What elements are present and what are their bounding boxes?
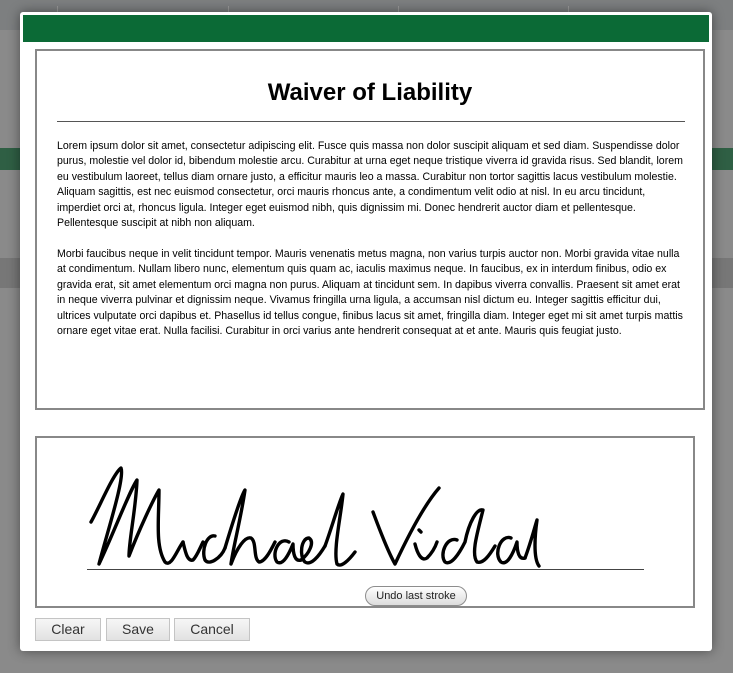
- signature-strokes: [37, 438, 693, 606]
- title-divider: [57, 121, 685, 122]
- clear-button[interactable]: Clear: [35, 618, 101, 641]
- background-nav-bar: [709, 148, 733, 170]
- dialog-header-bar: [23, 15, 709, 42]
- waiver-dialog: [20, 12, 712, 651]
- signature-pad[interactable]: [35, 436, 695, 608]
- background-nav-bar: [0, 148, 20, 170]
- save-button[interactable]: Save: [106, 618, 170, 641]
- signature-baseline: [87, 569, 644, 570]
- cancel-button[interactable]: Cancel: [174, 618, 250, 641]
- document-paragraph: Lorem ipsum dolor sit amet, consectetur adipiscing elit. Fusce quis massa non dolor suscipit aliquam et sed diam. Suspendisse dolor purus, molestie vel dolor id, bibendum molestie arcu. Curabitur at urna eget neque tristique viverra id gravida risus. Sed blandit, lorem eu vestibulum laoreet, tellus diam ornare justo, a efficitur mauris leo a massa. Curabitur non tortor sagittis lacus vestibulum molestie. Aliquam sagittis, est nec euismod consectetur, orci mauris rhoncus ante, a condimentum velit odio at nisl. In eu arcu tincidunt, imperdiet orci at, rhoncus ligula. Integer eget euismod nibh, quis dignissim mi. Donec hendrerit auctor diam et pellentesque. Pellentesque suscipit at nibh non aliquam.: [57, 140, 683, 230]
- undo-last-stroke-button[interactable]: Undo last stroke: [365, 586, 467, 606]
- document-paragraph: Morbi faucibus neque in velit tincidunt tempor. Mauris venenatis metus magna, non varius turpis auctor non. Morbi gravida vitae nulla at condimentum. Nullam libero nunc, elementum quis quam ac, iaculis maximus neque. In faucibus, ex in interdum finibus, odio ex gravida erat, sit amet elementum orci magna non purus. Aliquam at tincidunt sem. In dapibus viverra convallis. Praesent sit amet erat in neque viverra pulvinar et dignissim neque. Vivamus fringilla urna ligula, a accumsan nisl dictum eu. Integer sagittis efficitur dui, ultrices vulputate orci dapibus et. Phasellus id tellus congue, finibus lacus sit amet, fringilla diam. Integer eget mi sit amet turpis mattis ornare eget vitae erat. Nulla facilisi. Curabitur in orci varius ante hendrerit consequat at et ante. Mauris quis feugiat justo.: [57, 248, 683, 338]
- document-title: Waiver of Liability: [267, 79, 473, 106]
- waiver-document[interactable]: [35, 49, 705, 410]
